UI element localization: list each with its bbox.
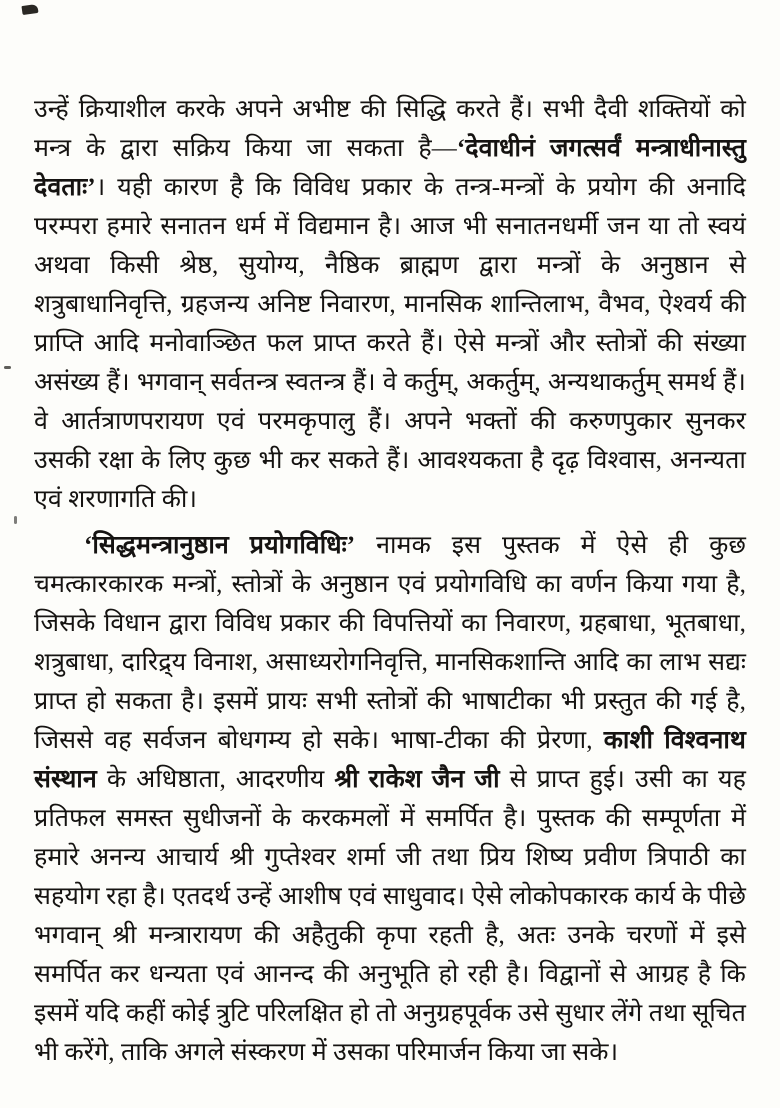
text-segment: से प्राप्त हुई। उसी का यह प्रतिफल समस्त सुधीजनों के करकमलों में समर्पित है। पुस्तक की सम्पूर्णता में हमारे अनन्य आचार्य श्री गुप्तेश्वर शर्मा जी तथा प्रिय शिष्य प्रवीण त्रिपाठी का सहयोग रहा है। एतदर्थ उन्हें आशीष एवं साधुवाद। ऐसे लोकोपकारक कार्य के पीछे भगवान् श्री मन्त्रारायण की अहैतुकी कृपा रहती है, अतः उनके चरणों में इसे समर्पित कर धन्यता एवं आनन्द की अनुभूति हो रही है। विद्वानों से आग्रह है कि इसमें यदि कहीं कोई त्रुटि परिलक्षित हो तो अनुग्रहपूर्वक उसे सुधार लेंगे तथा सूचित भी करेंगे, ताकि अगले संस्करण में उसका परिमार्जन किया जा सके।: [34, 766, 746, 1066]
text-segment: के अधिष्ठाता, आदरणीय: [96, 766, 335, 793]
scan-artifact-left-dot: [4, 366, 11, 369]
text-segment: नामक इस पुस्तक में ऐसे ही कुछ चमत्कारकारक मन्त्रों, स्तोत्रों के अनुष्ठान एवं प्रयोगविधि का वर्णन किया गया है, जिसके विधान द्वारा विविध प्रकार की विपत्तियों का निवारण, ग्रहबाधा, भूतबाधा, शत्रुबाधा, दारिद्र्य विनाश, असाध्यरोगनिवृत्ति, मानसिकशान्ति आदि का लाभ सद्यः प्राप्त हो सकता है। इसमें प्रायः सभी स्तोत्रों की भाषाटीका भी प्रस्तुत की गई है, जिससे वह सर्वजन बोधगम्य हो सके। भाषा-टीका की प्रेरणा,: [34, 532, 746, 754]
text-segment: । यही कारण है कि विविध प्रकार के तन्त्र-मन्त्रों के प्रयोग की अनादि परम्परा हमारे सनातन धर्म में विद्यमान है। आज भी सनातनधर्मी जन या तो स्वयं अथवा किसी श्रेष्ठ, सुयोग्य, नैष्ठिक ब्राह्मण द्वारा मन्त्रों के अनुष्ठान से शत्रुबाधानिवृत्ति, ग्रहजन्य अनिष्ट निवारण, मानसिक शान्तिलाभ, वैभव, ऐश्वर्य की प्राप्ति आदि मनोवाञ्छित फल प्राप्त करते हैं। ऐसे मन्त्रों और स्तोत्रों की संख्या असंख्य हैं। भगवान् सर्वतन्त्र स्वतन्त्र हैं। वे कर्तुम्, अकर्तुम्, अन्यथाकर्तुम् समर्थ हैं। वे आर्तत्राणपरायण एवं परमकृपालु हैं। अपने भक्तों की करुणपुकार सुनकर उसकी रक्षा के लिए कुछ भी कर सकते हैं। आवश्यकता है दृढ़ विश्वास, अनन्यता एवं शरणागति की।: [34, 174, 746, 513]
bold-text-segment: श्री राकेश जैन जी: [334, 766, 500, 793]
page-text: [34, 90, 746, 1079]
bold-text-segment: ‘देवाधीनं जगत्सर्वं मन्त्राधीनास्तु देवताः’: [34, 135, 746, 201]
bold-text-segment: काशी विश्वनाथ संस्थान: [34, 727, 746, 793]
text-segment: उन्हें क्रियाशील करके अपने अभीष्ट की सिद्धि करते हैं। सभी दैवी शक्तियों को मन्त्र के द्वारा सक्रिय किया जा सकता है—: [34, 96, 746, 162]
scan-artifact-left-tick: [14, 516, 17, 524]
bold-text-segment: ‘सिद्धमन्त्रानुष्ठान प्रयोगविधिः’: [84, 532, 356, 559]
scan-artifact-corner: [21, 4, 38, 15]
paragraph: [34, 526, 746, 1072]
paragraph: [34, 90, 746, 519]
